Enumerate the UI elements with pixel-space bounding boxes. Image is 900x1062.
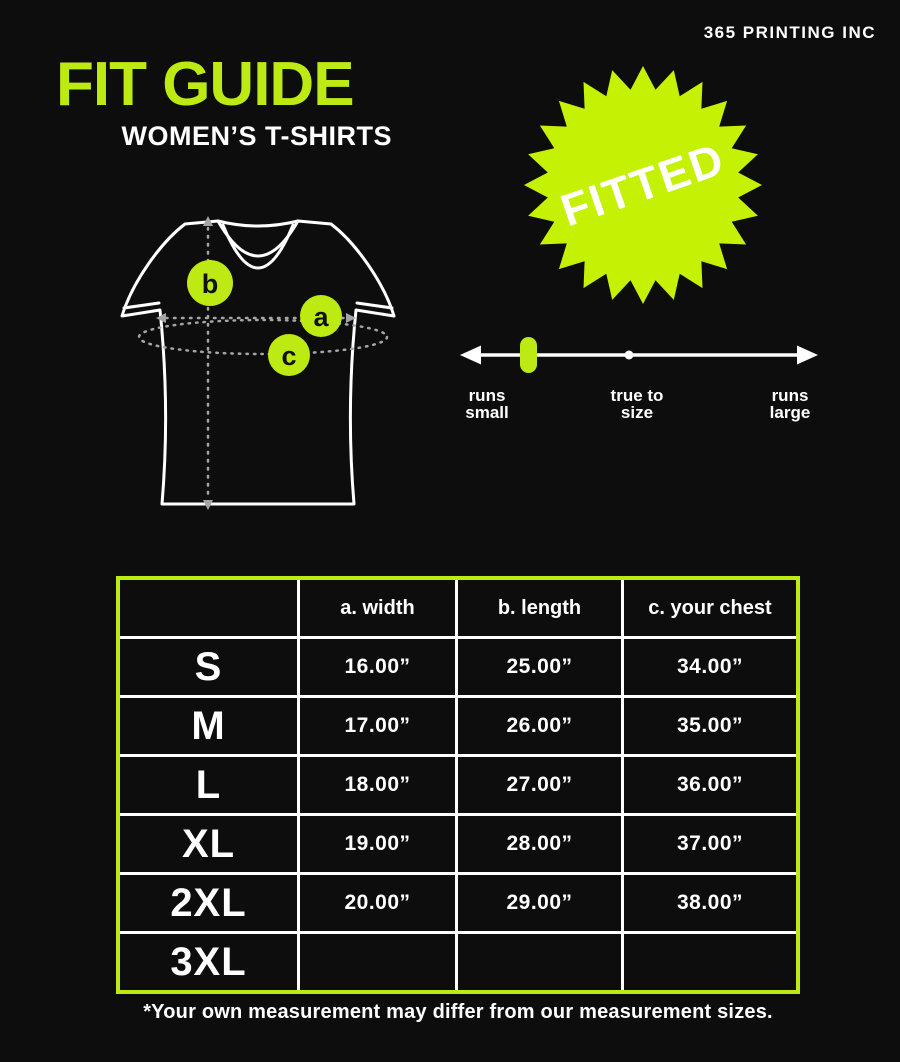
value-xl-chest: 37.00” [624,816,796,872]
column-header-length: b. length [458,580,621,636]
value-l-width: 18.00” [300,757,455,813]
fit-indicator-pill [520,337,537,373]
value-3xl-width [300,934,455,990]
value-3xl-chest [624,934,796,990]
tshirt-diagram [100,198,430,528]
value-xl-width: 19.00” [300,816,455,872]
value-s-chest: 34.00” [624,639,796,695]
value-2xl-chest: 38.00” [624,875,796,931]
fit-scale-axis [450,330,830,386]
svg-text:b: b [201,269,219,299]
svg-text:c: c [281,341,297,371]
column-header-chest: c. your chest [624,580,796,636]
row-label-xl: XL [120,816,297,872]
left-arrow-icon [460,346,481,365]
scale-label-runs-large: runs large [769,386,811,422]
value-s-length: 25.00” [458,639,621,695]
value-3xl-length [458,934,621,990]
page-title: FIT GUIDE [56,50,354,119]
value-m-width: 17.00” [300,698,455,754]
fitted-badge-label: FITTED [554,132,732,237]
value-l-length: 27.00” [458,757,621,813]
column-header-empty [120,580,297,636]
row-label-3xl: 3XL [120,934,297,990]
scale-label-runs-small: runs small [465,386,509,422]
value-2xl-length: 29.00” [458,875,621,931]
column-header-width: a. width [300,580,455,636]
row-label-l: L [120,757,297,813]
fitted-badge [522,64,764,306]
brand-name: 365 PRINTING INC [703,23,876,42]
marker-b [187,260,233,306]
fit-scale [450,330,830,442]
row-label-2xl: 2XL [120,875,297,931]
value-s-width: 16.00” [300,639,455,695]
row-label-s: S [120,639,297,695]
true-to-size-tick [625,351,634,360]
marker-c [268,334,310,376]
guide-arrowheads [156,216,356,510]
tshirt-outline [122,221,394,504]
value-2xl-width: 20.00” [300,875,455,931]
scale-label-true-to-size: true to size [610,386,664,422]
value-xl-length: 28.00” [458,816,621,872]
right-arrow-icon [797,346,818,365]
chest-ellipse-guide [139,320,387,354]
value-l-chest: 36.00” [624,757,796,813]
size-table [116,576,800,994]
marker-a [300,295,342,337]
value-m-chest: 35.00” [624,698,796,754]
measurement-disclaimer: *Your own measurement may differ from our measurement sizes. [143,1001,773,1023]
svg-text:a: a [313,302,329,332]
title-block [56,50,392,152]
value-m-length: 26.00” [458,698,621,754]
page-subtitle: WOMEN’S T-SHIRTS [121,121,392,151]
row-label-m: M [120,698,297,754]
